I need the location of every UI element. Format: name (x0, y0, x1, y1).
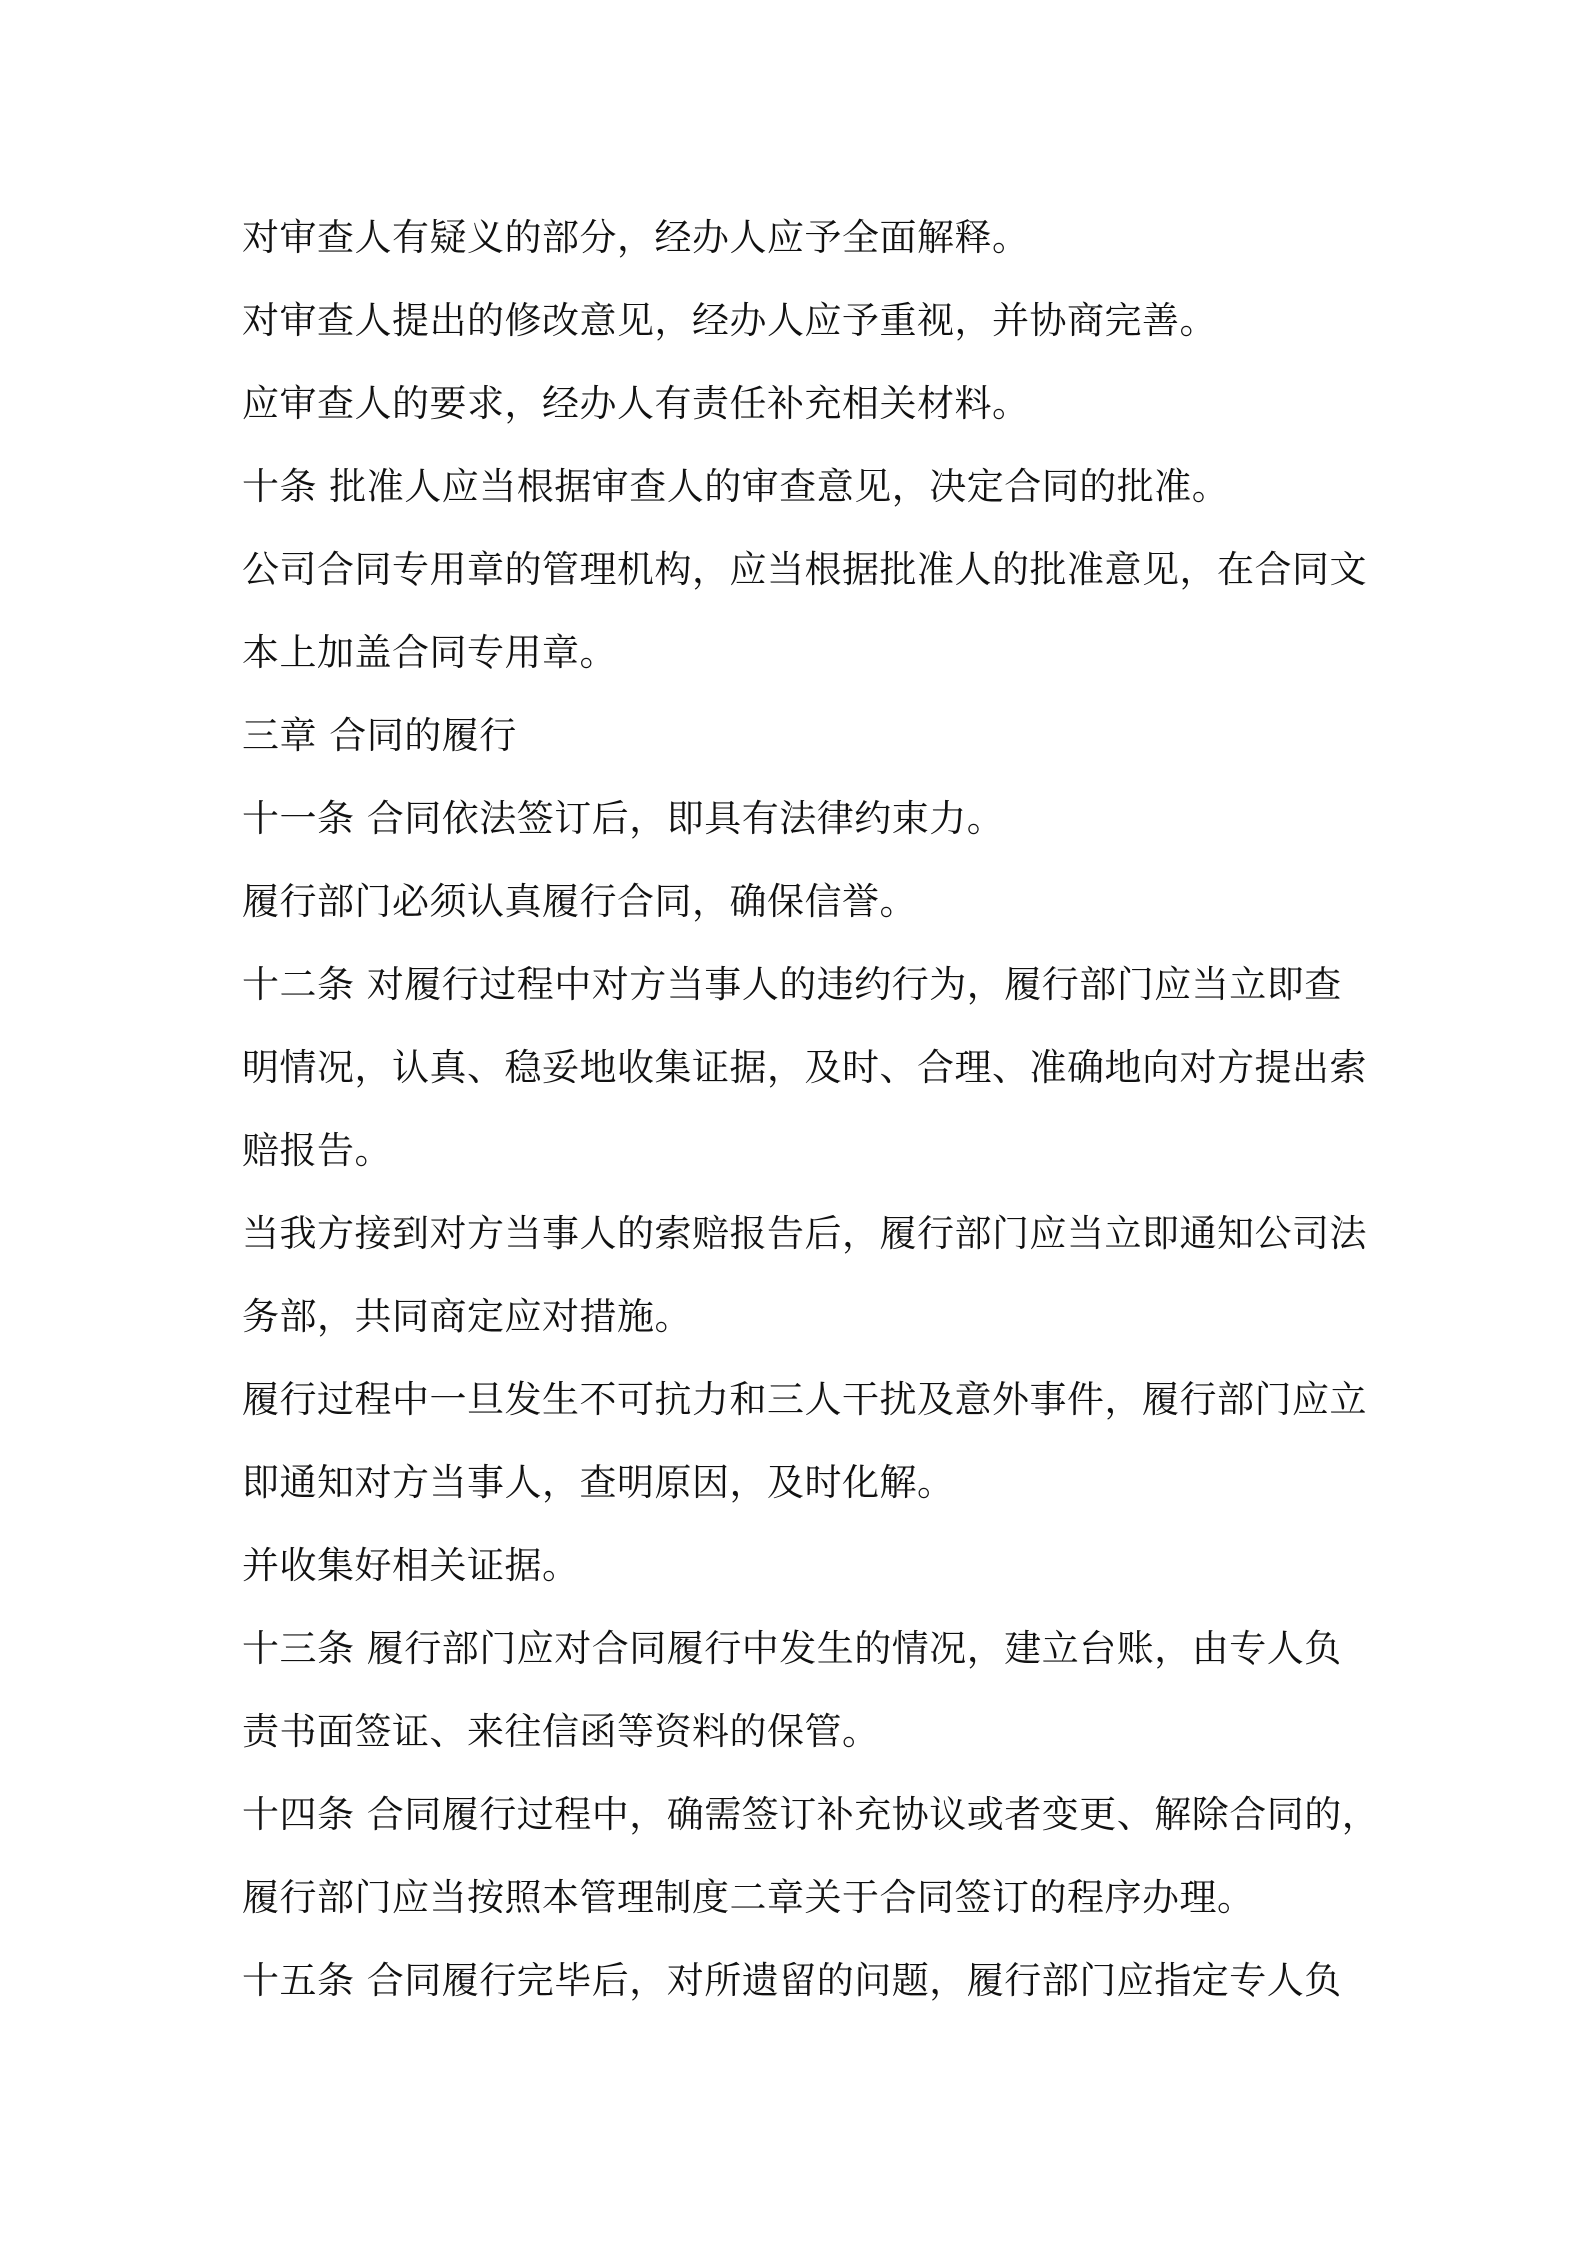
text-line: 履行部门必须认真履行合同，确保信誉。 (242, 880, 917, 923)
text-line: 赔报告。 (242, 1129, 392, 1172)
text-line: 公司合同专用章的管理机构，应当根据批准人的批准意见，在合同文 (242, 548, 1367, 591)
text-line: 履行部门应当按照本管理制度二章关于合同签订的程序办理。 (242, 1876, 1255, 1919)
article-heading-line: 十二条 对履行过程中对方当事人的违约行为，履行部门应当立即查 (242, 963, 1342, 1006)
text-line: 务部，共同商定应对措施。 (242, 1295, 692, 1338)
document-body (242, 196, 1380, 2022)
text-line: 应审查人的要求，经办人有责任补充相关材料。 (242, 382, 1030, 425)
text-line: 对审查人有疑义的部分，经办人应予全面解释。 (242, 216, 1030, 259)
article-heading-line: 十五条 合同履行完毕后，对所遗留的问题，履行部门应指定专人负 (242, 1959, 1342, 2002)
text-line: 履行过程中一旦发生不可抗力和三人干扰及意外事件，履行部门应立 (242, 1378, 1367, 1421)
article-heading-line: 十四条 合同履行过程中，确需签订补充协议或者变更、解除合同的， (242, 1793, 1380, 1836)
text-line: 本上加盖合同专用章。 (242, 631, 617, 674)
text-line: 对审查人提出的修改意见，经办人应予重视，并协商完善。 (242, 299, 1217, 342)
text-line: 当我方接到对方当事人的索赔报告后，履行部门应当立即通知公司法 (242, 1212, 1367, 1255)
article-heading-line: 十三条 履行部门应对合同履行中发生的情况，建立台账，由专人负 (242, 1627, 1342, 1670)
text-line: 即通知对方当事人，查明原因，及时化解。 (242, 1461, 955, 1504)
article-heading-line: 十条 批准人应当根据审查人的审查意见，决定合同的批准。 (242, 465, 1230, 508)
article-heading-line: 十一条 合同依法签订后，即具有法律约束力。 (242, 797, 1005, 840)
text-line: 明情况，认真、稳妥地收集证据，及时、合理、准确地向对方提出索 (242, 1046, 1367, 1089)
text-line: 并收集好相关证据。 (242, 1544, 580, 1587)
text-line: 责书面签证、来往信函等资料的保管。 (242, 1710, 880, 1753)
chapter-heading-line: 三章 合同的履行 (242, 714, 517, 757)
